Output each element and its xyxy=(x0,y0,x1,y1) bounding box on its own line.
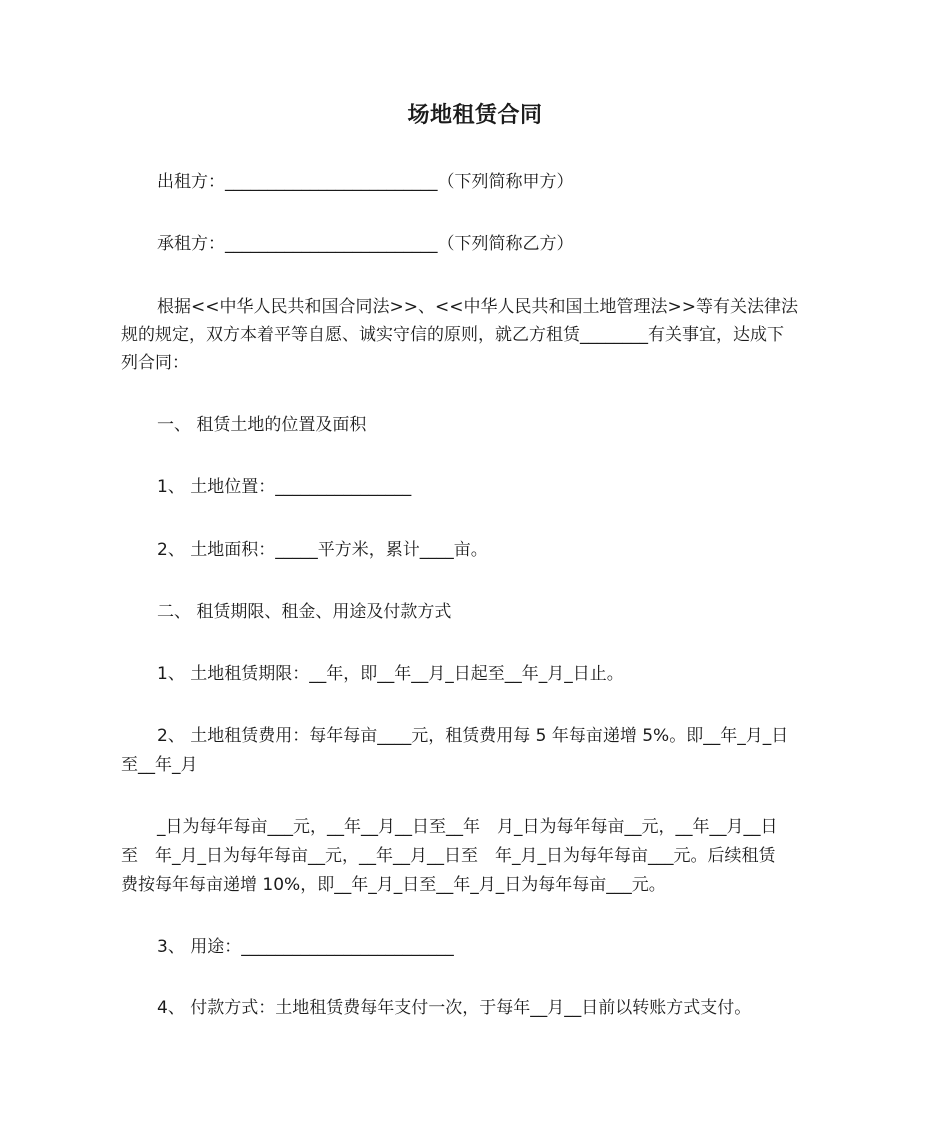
clause-land-area: 2、 土地面积：_____平方米，累计____亩。 xyxy=(157,540,488,560)
clause-land-location: 1、 土地位置：________________ xyxy=(157,477,412,497)
lessor-line: 出租方：_________________________（下列简称甲方） xyxy=(157,172,574,192)
clause-usage: 3、 用途：_________________________ xyxy=(157,937,454,957)
clause-lease-fee-line-1: 2、 土地租赁费用：每年每亩____元，租赁费用每 5 年每亩递增 5%。即__年_月_日 xyxy=(157,726,789,746)
preamble-line-1: 根据<<中华人民共和国合同法>>、<<中华人民共和国土地管理法>>等有关法律法 xyxy=(157,297,798,317)
fee-schedule-line-3: 费按每年每亩递增 10%，即__年_月_日至__年_月_日为每年每亩___元。 xyxy=(121,875,666,895)
preamble-line-2: 规的规定，双方本着平等自愿、诚实守信的原则，就乙方租赁________有关事宜，达成下 xyxy=(121,325,784,345)
preamble-line-3: 列合同： xyxy=(121,353,189,373)
clause-lease-fee-line-2: 至__年_月 xyxy=(121,755,198,775)
clause-lease-term: 1、 土地租赁期限：__年，即__年__月_日起至__年_月_日止。 xyxy=(157,664,624,684)
fee-schedule-line-1: _日为每年每亩___元，__年__月__日至__年 月_日为每年每亩__元，__年__月__日 xyxy=(157,817,778,837)
fee-schedule-line-2: 至 年_月_日为每年每亩__元，__年__月__日至 年_月_日为每年每亩___元。后续租赁 xyxy=(121,846,776,866)
clause-payment-method: 4、 付款方式：土地租赁费每年支付一次，于每年__月__日前以转账方式支付。 xyxy=(157,998,752,1018)
document-title: 场地租赁合同 xyxy=(407,103,543,128)
section-2-heading: 二、 租赁期限、租金、用途及付款方式 xyxy=(157,602,452,622)
lessee-line: 承租方：_________________________（下列简称乙方） xyxy=(157,234,574,254)
section-1-heading: 一、 租赁土地的位置及面积 xyxy=(157,415,367,435)
